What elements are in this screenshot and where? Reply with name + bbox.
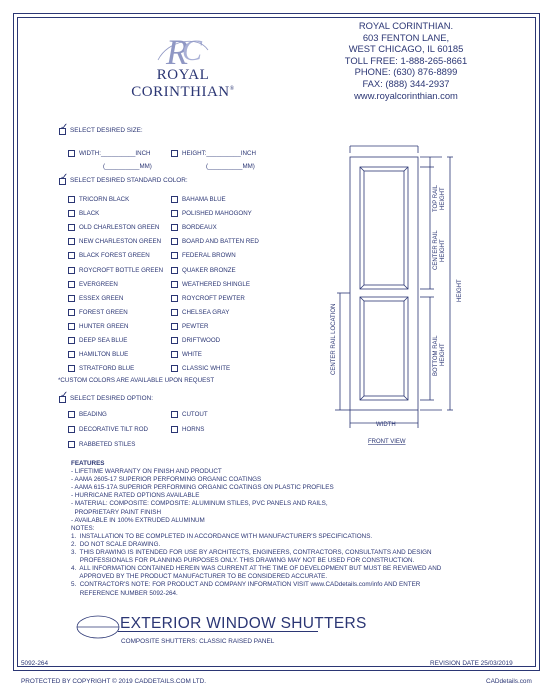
color-option-checkbox[interactable] (171, 238, 178, 245)
color-option-checkbox[interactable] (68, 309, 75, 316)
color-option-label: OLD CHARLESTON GREEN (79, 224, 160, 232)
color-option-checkbox[interactable] (171, 351, 178, 358)
color-option-label: BOARD AND BATTEN RED (182, 238, 259, 246)
option-label: BEADING (79, 411, 107, 418)
logo-wordmark: ROYAL CORINTHIAN® (131, 67, 235, 100)
color-option-checkbox[interactable] (68, 238, 75, 245)
color-option-label: ROYCROFT PEWTER (182, 294, 245, 302)
feature-item: - HURRICANE RATED OPTIONS AVAILABLE (71, 492, 200, 500)
option-checkbox[interactable] (68, 426, 75, 433)
bottom-rail-height-label: HEIGHT (440, 343, 446, 366)
color-option-checkbox[interactable] (68, 351, 75, 358)
color-option-checkbox[interactable] (171, 196, 178, 203)
option-label: HORNS (182, 426, 205, 433)
color-option-checkbox[interactable] (68, 224, 75, 231)
royal-corinthian-logo (108, 30, 258, 110)
color-option-checkbox[interactable] (68, 281, 75, 288)
copyright-notice: PROTECTED BY COPYRIGHT © 2019 CADDETAILS.COM LTD. (21, 678, 206, 685)
color-option-label: ROYCROFT BOTTLE GREEN (79, 266, 164, 274)
note-item: 4. ALL INFORMATION CONTAINED HEREIN WAS CURRENT AT THE TIME OF DEVELOPMENT BUT MUST BE REVIEWED AND (71, 565, 442, 573)
color-option-checkbox[interactable] (68, 337, 75, 344)
width-field-label: WIDTH:__________INCH (79, 150, 151, 157)
note-item: 2. DO NOT SCALE DRAWING. (71, 540, 161, 548)
feature-item: - AAMA 615-17A SUPERIOR PERFORMING ORGANIC COATINGS ON PLASTIC PROFILES (71, 484, 334, 492)
features-heading: FEATURES (71, 460, 105, 467)
option-checkbox[interactable] (68, 411, 75, 418)
features-and-notes (71, 460, 491, 598)
color-option-label: BORDEAUX (182, 224, 217, 232)
color-option-label: CLASSIC WHITE (182, 365, 231, 373)
width-dimension-label: WIDTH (376, 422, 396, 428)
color-option-label: CHELSEA GRAY (182, 308, 230, 316)
revision-date: REVISION DATE 25/03/2019 (430, 660, 513, 667)
rc-monogram-icon (108, 30, 258, 70)
checkmark-icon: ✓ (60, 122, 69, 133)
color-option-checkbox[interactable] (171, 267, 178, 274)
color-option-label: QUAKER BRONZE (182, 266, 236, 274)
note-item: 3. THIS DRAWING IS INTENDED FOR USE BY ARCHITECTS, ENGINEERS, CONTRACTORS, CONSULTANTS AND DESIGN (71, 549, 432, 557)
company-website[interactable]: www.royalcorinthian.com (354, 89, 458, 101)
color-option-checkbox[interactable] (171, 252, 178, 259)
checkmark-icon: ✓ (60, 172, 69, 183)
color-option-label: EVERGREEN (79, 280, 118, 288)
checkmark-icon: ✓ (60, 390, 69, 401)
company-address-1: 603 FENTON LANE, (362, 31, 450, 43)
notes-list (71, 533, 491, 598)
width-checkbox[interactable] (68, 150, 75, 157)
features-list (71, 468, 491, 525)
color-option-label: TRICORN BLACK (79, 196, 130, 203)
note-item: 1. INSTALLATION TO BE COMPLETED IN ACCORDANCE WITH MANUFACTURER'S SPECIFICATIONS. (71, 532, 373, 540)
feature-item: - LIFETIME WARRANTY ON FINISH AND PRODUCT (71, 468, 222, 476)
color-option-checkbox[interactable] (68, 295, 75, 302)
drawing-subtitle: COMPOSITE SHUTTERS: CLASSIC RAISED PANEL (121, 638, 275, 645)
feature-item: PROPRIETARY PAINT FINISH (71, 508, 162, 516)
note-item: REFERENCE NUMBER 5092-264. (71, 589, 178, 597)
color-option-label: BAHAMA BLUE (182, 196, 226, 203)
color-option-checkbox[interactable] (68, 323, 75, 330)
option-section-heading: SELECT DESIRED OPTION: (70, 395, 153, 402)
overall-height-label: HEIGHT (457, 279, 463, 302)
color-option-checkbox[interactable] (171, 337, 178, 344)
color-option-checkbox[interactable] (171, 295, 178, 302)
center-rail-height-label: HEIGHT (440, 239, 446, 262)
height-checkbox[interactable] (171, 150, 178, 157)
option-checkbox[interactable] (171, 426, 178, 433)
front-view-caption: FRONT VIEW (368, 439, 406, 445)
color-option-label: WHITE (182, 351, 202, 359)
color-option-label: HUNTER GREEN (79, 322, 129, 330)
svg-text:C: C (182, 34, 203, 67)
feature-item: - AAMA 2605-17 SUPERIOR PERFORMING ORGANIC COATINGS (71, 476, 262, 484)
company-phone: PHONE: (630) 876-8899 (354, 66, 458, 78)
color-option-checkbox[interactable] (171, 309, 178, 316)
color-option-checkbox[interactable] (68, 252, 75, 259)
feature-item: - MATERIAL: COMPOSITE: COMPOSITE: ALUMINUM STILES, PVC PANELS AND RAILS, (71, 500, 328, 508)
company-info (296, 20, 516, 101)
reference-number: 5092-264 (21, 660, 49, 667)
color-option-checkbox[interactable] (171, 365, 178, 372)
color-option-label: NEW CHARLESTON GREEN (79, 238, 162, 246)
color-option-checkbox[interactable] (171, 323, 178, 330)
color-option-checkbox[interactable] (171, 210, 178, 217)
height-field-label: HEIGHT:__________INCH (182, 150, 256, 157)
feature-item: - AVAILABLE IN 100% EXTRUDED ALUMINUM (71, 516, 205, 524)
color-option-checkbox[interactable] (68, 210, 75, 217)
option-label: DECORATIVE TILT ROD (79, 426, 148, 433)
color-option-checkbox[interactable] (171, 281, 178, 288)
bottom-rail-label: BOTTOM RAIL (433, 335, 439, 376)
option-checkbox[interactable] (171, 411, 178, 418)
color-option-label: DEEP SEA BLUE (79, 337, 128, 344)
note-item: 5. CONTRACTOR'S NOTE: FOR PRODUCT AND COMPANY INFORMATION VISIT www.CADdetails.com/info AND ENTER (71, 581, 421, 589)
top-rail-height-label: HEIGHT (440, 187, 446, 210)
custom-colors-note: *CUSTOM COLORS ARE AVAILABLE UPON REQUEST (58, 377, 215, 384)
color-option-label: PEWTER (182, 322, 209, 330)
width-mm-label: (__________MM) (103, 163, 152, 170)
color-option-label: POLISHED MAHOGONY (182, 210, 252, 218)
company-name: ROYAL CORINTHIAN. (358, 20, 454, 31)
caddetails-link[interactable]: CADdetails.com (486, 678, 532, 685)
color-option-label: FOREST GREEN (79, 308, 128, 316)
title-circle-icon (74, 614, 122, 640)
option-label: RABBETED STILES (79, 441, 136, 448)
option-checkbox[interactable] (68, 441, 75, 448)
svg-text:R: R (166, 32, 188, 70)
note-item: APPROVED BY THE PRODUCT MANUFACTURER TO BE CONSIDERED ACCURATE. (71, 573, 328, 581)
color-option-checkbox[interactable] (171, 224, 178, 231)
color-option-label: BLACK (79, 210, 100, 218)
color-option-checkbox[interactable] (68, 365, 75, 372)
shutter-front-view-drawing (320, 140, 480, 452)
drawing-title: EXTERIOR WINDOW SHUTTERS (120, 615, 367, 632)
color-section-heading: SELECT DESIRED STANDARD COLOR: (70, 177, 188, 184)
color-option-label: BLACK FOREST GREEN (79, 252, 150, 260)
company-tollfree: TOLL FREE: 1-888-265-8661 (344, 54, 468, 66)
color-option-label: WEATHERED SHINGLE (182, 280, 250, 288)
note-item: PROFESSIONALS FOR PLANNING PURPOSES ONLY. THIS DRAWING MAY NOT BE USED FOR CONSTRUCTION. (71, 557, 415, 565)
height-mm-label: (__________MM) (206, 163, 255, 170)
company-fax: FAX: (888) 344-2937 (362, 77, 450, 89)
color-option-checkbox[interactable] (68, 196, 75, 203)
size-section-heading: SELECT DESIRED SIZE: (70, 127, 143, 134)
center-rail-location-label: CENTER RAIL LOCATION (331, 303, 337, 375)
color-option-label: HAMILTON BLUE (79, 351, 129, 359)
color-option-label: STRATFORD BLUE (79, 365, 135, 373)
notes-heading: NOTES: (71, 524, 95, 532)
color-option-label: FEDERAL BROWN (182, 252, 236, 260)
color-option-checkbox[interactable] (68, 267, 75, 274)
color-option-label: ESSEX GREEN (79, 294, 124, 302)
option-label: CUTOUT (182, 411, 208, 418)
center-rail-label: CENTER RAIL (433, 230, 439, 270)
top-rail-label: TOP RAIL (433, 184, 439, 212)
company-address-2: WEST CHICAGO, IL 60185 (348, 43, 464, 55)
color-option-label: DRIFTWOOD (182, 337, 221, 344)
